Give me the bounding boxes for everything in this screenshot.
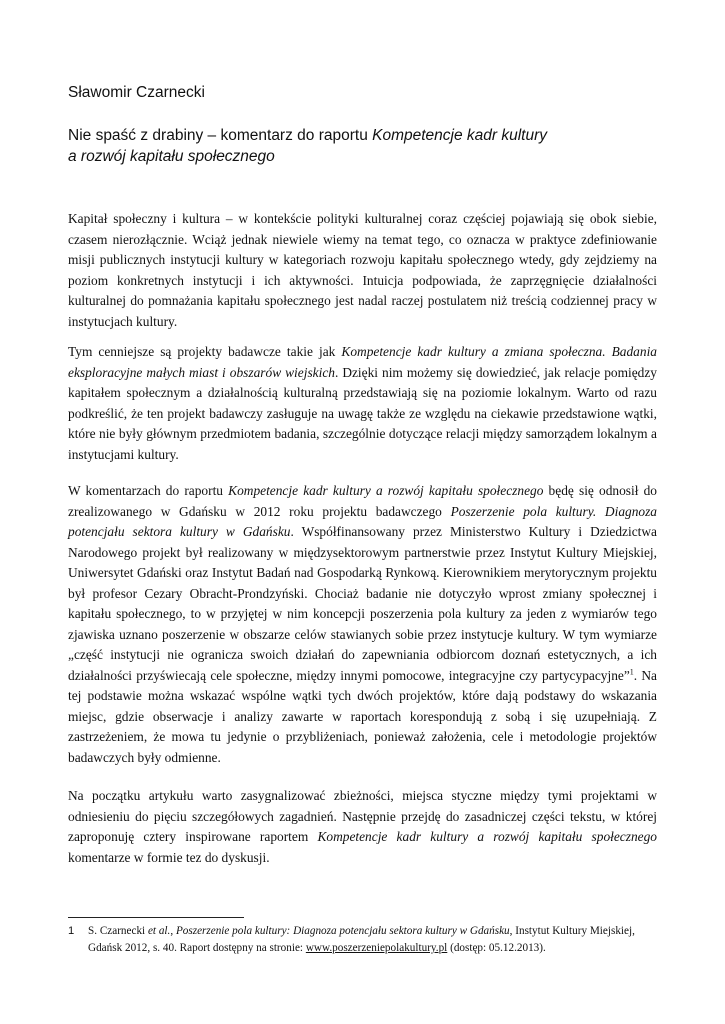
paragraph-3 [68, 481, 657, 768]
footnote-italic-title: Poszerzenie pola kultury: Diagnoza potencjału sektora kultury w Gdańsku [175, 925, 510, 937]
paragraph-3-text-c: będę się odnosił do zrealizowanego w Gdańsku w 2012 roku projektu badawczego [68, 483, 657, 519]
paragraph-3-italic-project: Poszerzenie pola kultury. Diagnoza potencjału sektora kultury w Gdańsku [68, 503, 658, 539]
paragraph-2-italic-title: Kompetencje kadr kultury a zmiana społeczna. Badania eksploracyjne małych miast i obszarów wiejskich [68, 344, 657, 380]
footnote-italic-etal: et al. [147, 925, 171, 937]
paragraph-2-text-c: . Dzięki nim możemy się dowiedzieć, jak relacje pomiędzy kapitałem społecznym a działalnością kulturalną przedstawiają się na poziomie lokalnym. Warto od razu podkreślić, że ten projekt badawczy zasługuje na uwagę także ze względu na ciekawie przedstawione wątki, które nie były głównym przedmiotem badania, szczególnie dotyczące relacji między samorządem lokalnym a instytucjami kultury. [68, 364, 658, 462]
footnote-text-a: S. Czarnecki [88, 925, 148, 937]
paragraph-3-text-e: . Współfinansowany przez Ministerstwo Kultury i Dziedzictwa Narodowego projekt był realizowany w międzysektorowym partnerstwie przez Instytut Kultury Miejskiej, Uniwersytet Gdański oraz Instytut Badań nad Gospodarką Rynkową. Kierownikiem merytorycznym projektu był profesor Cezary Obracht-Prondzyński. Chociaż badanie nie dotyczyło wprost zmiany społecznej i kapitału społecznego, to w przyjętej w nim koncepcji poszerzenia pola kultury za jeden z wymiarów tego zjawiska uznano poszerzenie w obszarze celów stawianych sobie przez instytucje kultury. W tym wymiarze „część instytucji nie ogranicza swoich działań do zapewniania odbiorcom doznań estetycznych, a ich działalności przyświecają cele społeczne, między innymi pomocowe, integracyjne czy partycypacyjne” [68, 524, 657, 683]
paragraph-4-italic-report: Kompetencje kadr kultury a rozwój kapitału społecznego [317, 829, 657, 844]
paragraph-2-text-a: Tym cenniejsze są projekty badawcze takie jak [68, 344, 342, 359]
footnote-text-c: , [170, 925, 176, 937]
title-italic-part-2: a rozwój kapitału społecznego [68, 148, 275, 165]
paragraph-4-text-c: komentarze w formie tez do dyskusji. [68, 849, 270, 865]
title-text: Nie spaść z drabiny – komentarz do raportu [68, 127, 373, 144]
footnote-number: 1 [68, 925, 75, 937]
footnote-text [88, 923, 657, 957]
title-italic-part-1: Kompetencje kadr kultury [372, 127, 548, 144]
paragraph-3-italic-report: Kompetencje kadr kultury a rozwój kapitału społecznego [228, 483, 544, 498]
paragraph-3-text-a: W komentarzach do raportu [68, 483, 229, 498]
paragraph-3-text-f: . Na tej podstawie można wskazać wspólne wątki tych dwóch projektów, które dają podstawy do wskazania miejsc, gdzie obserwacje i analizy zawarte w raportach korespondują z sobą i się uzupełniają. Z zastrzeżeniem, że mowa tu jedynie o przybliżeniach, ponieważ założenia, cele i metodologie projektów badawczych były odmienne. [68, 667, 657, 765]
author-name: Sławomir Czarnecki [68, 84, 205, 101]
paragraph-2 [68, 342, 657, 465]
paragraph-4-text-a: Na początku artykułu warto zasygnalizować zbieżności, miejsca styczne między tymi projektami w odniesieniu do pięciu szczegółowych zagadnień. Następnie przejdę do zasadniczej części tekstu, w której zaproponuję cztery inspirowane raportem [68, 788, 657, 844]
article-title [68, 125, 668, 167]
paragraph-4 [68, 786, 657, 868]
footnote-reference[interactable]: 1 [629, 667, 634, 677]
footnote-text-f: (dostęp: 05.12.2013). [447, 942, 546, 954]
paragraph-1: Kapitał społeczny i kultura – w kontekście polityki kulturalnej coraz częściej pojawiają się obok siebie, czasem nierozłącznie. Wciąż jednak niewiele wiemy na temat tego, co oznacza w praktyce zdefiniowanie misji publicznych instytucji kultury w kategoriach rozwoju kapitału społecznego wtedy, gdy zejdziemy na poziom konkretnych instytucji i ich aktywności. Intuicja podpowiada, że zaprzęgnięcie działalności kulturalnej do pomnażania kapitału społecznego jest nadal raczej postulatem niż treścią codziennej pracy w instytucjach kultury. [68, 211, 657, 329]
footnote-link[interactable]: www.poszerzeniepolakultury.pl [305, 942, 448, 954]
footnote-separator [68, 917, 244, 918]
footnote-text-e: , Instytut Kultury Miejskiej, Gdańsk 2012, s. 40. Raport dostępny na stronie: [88, 925, 635, 954]
footnote-1 [68, 923, 657, 957]
